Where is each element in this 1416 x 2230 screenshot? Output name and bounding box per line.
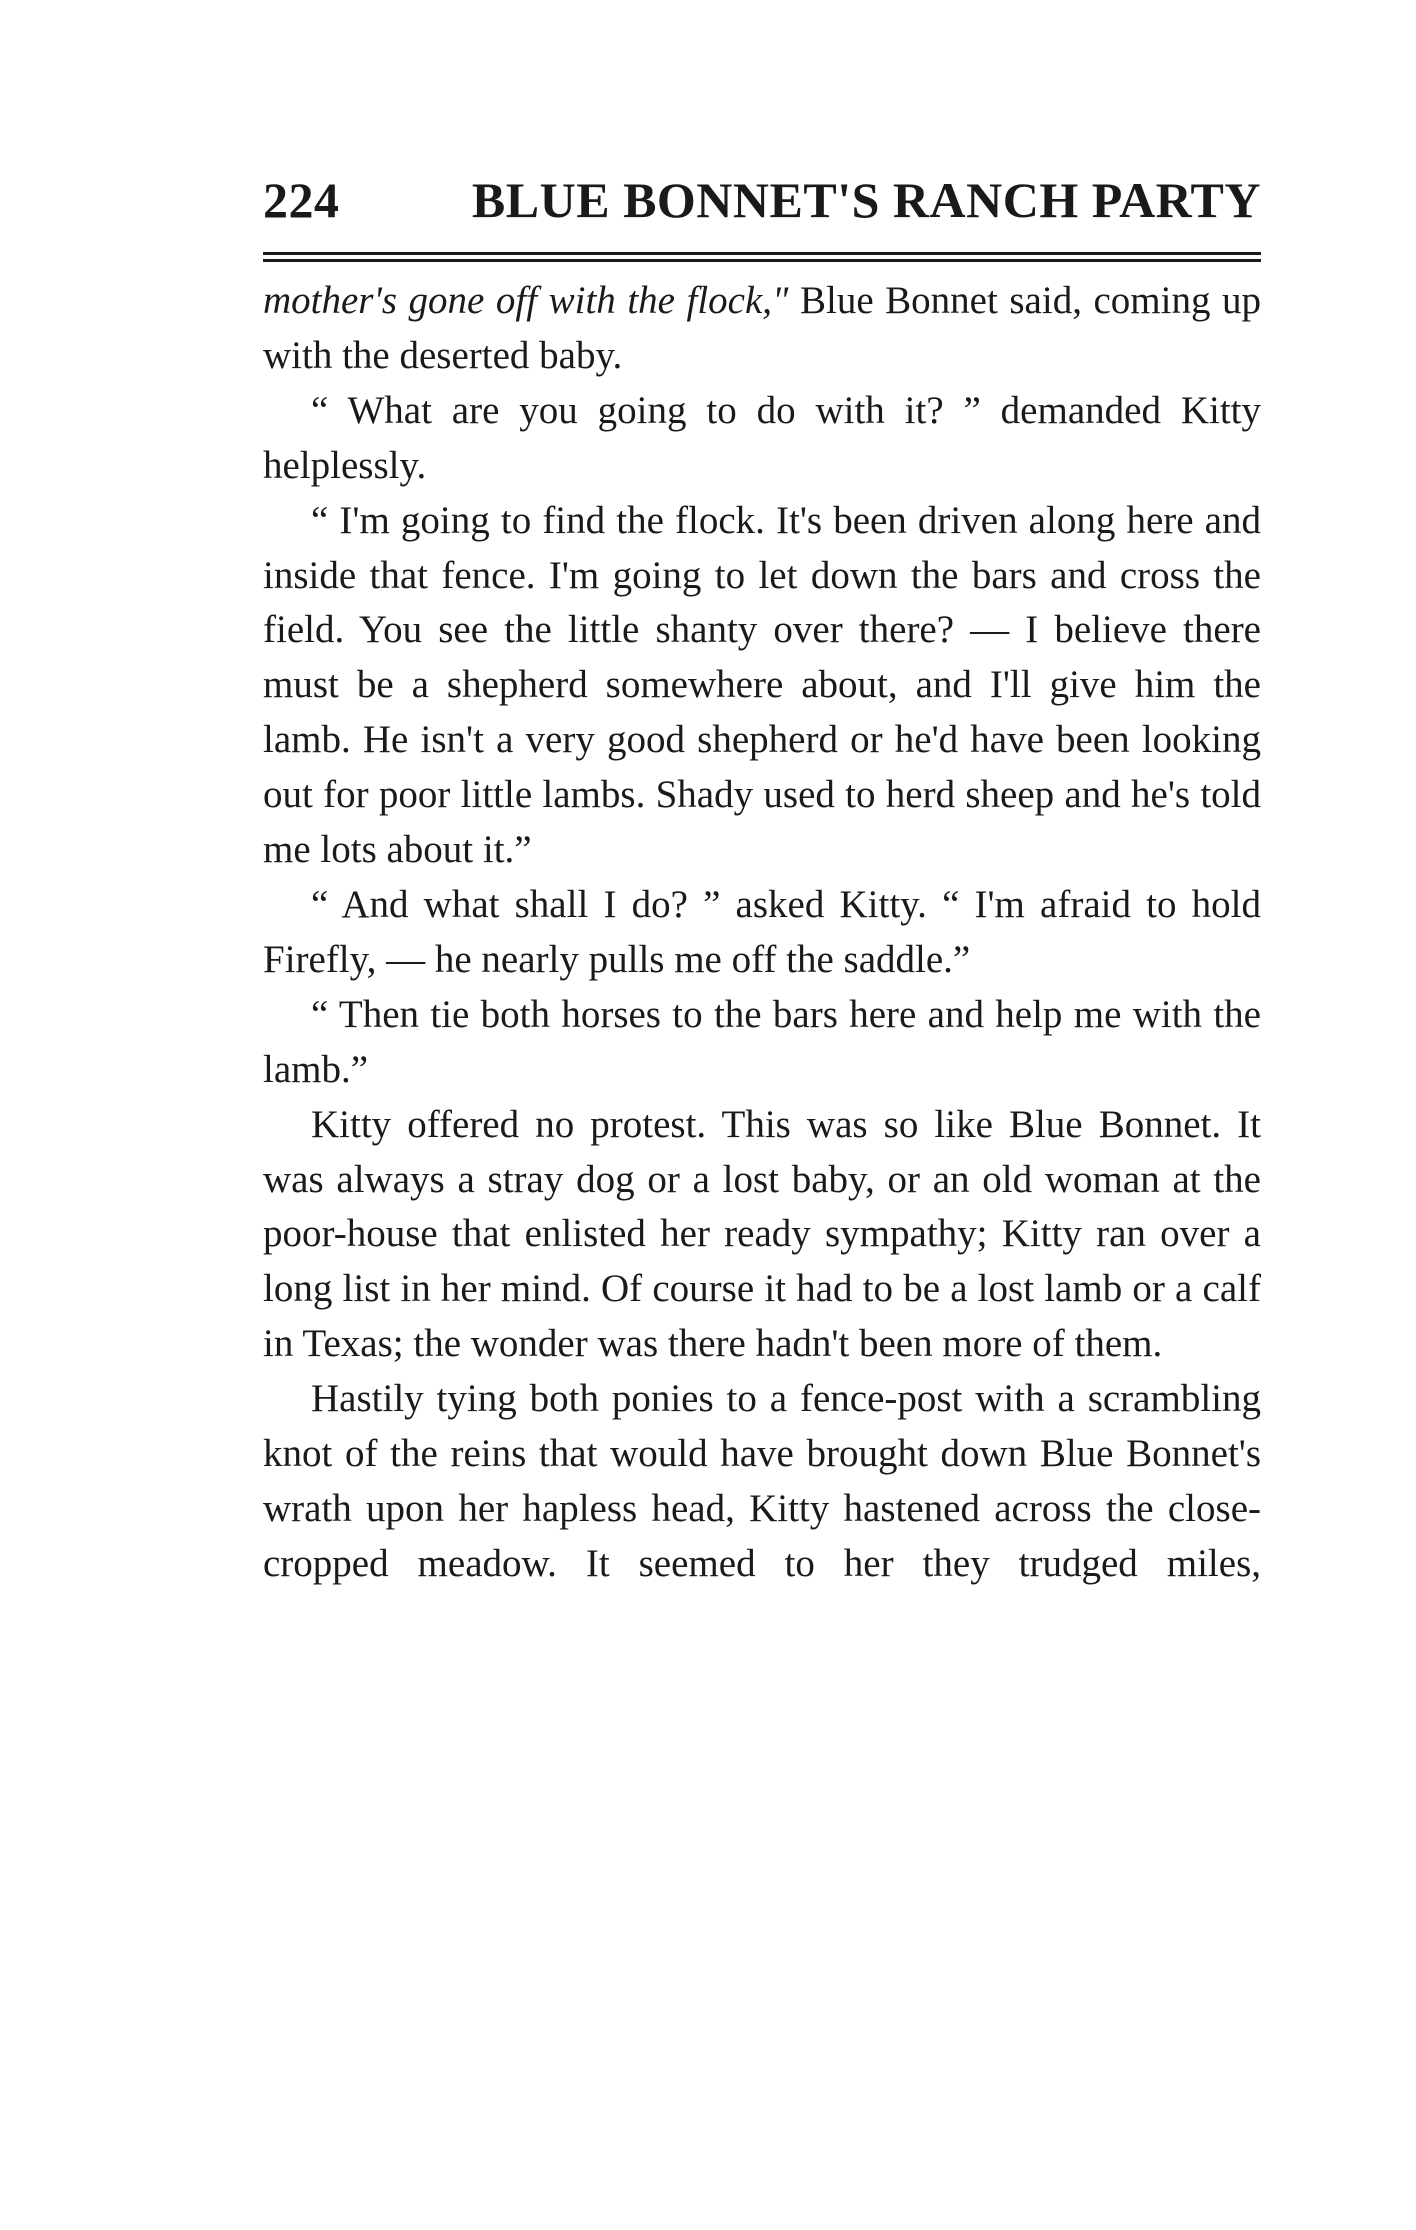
paragraph: “ And what shall I do? ” asked Kitty. “ I'm afraid to hold Firefly, — he nearly pulls me off the saddle.” [263,882,1261,981]
header-double-rule [263,252,1261,262]
book-page [263,170,1261,1592]
paragraph: Hastily tying both ponies to a fence-post with a scrambling knot of the reins that would have brought down Blue Bonnet's wrath upon her hapless head, Kitty hastened across the close-cropped meadow. It seemed to her they trudged miles, [263,1377,1261,1585]
running-title: BLUE BONNET'S RANCH PARTY [471,172,1261,228]
paragraph: “ Then tie both horses to the bars here and help me with the lamb.” [263,992,1261,1091]
paragraph-text: Blue Bonnet said, coming up with the deserted baby. [263,279,1262,377]
paragraph [263,274,1261,384]
page-number: 224 [263,172,340,228]
paragraph: “ I'm going to find the flock. It's been driven along here and inside that fence. I'm going to let down the bars and cross the field. You see the little shanty over there? — I believe there must be a shepherd somewhere about, and I'll give him the lamb. He isn't a very good shepherd or he'd have been looking out for poor little lambs. Shady used to herd sheep and he's told me lots about it.” [263,498,1261,872]
paragraph: Kitty offered no protest. This was so like Blue Bonnet. It was always a stray dog or a lost baby, or an old woman at the poor-house that enlisted her ready sympathy; Kitty ran over a long list in her mind. Of course it had to be a lost lamb or a calf in Texas; the wonder was there hadn't been more of them. [263,1102,1261,1366]
body-text [263,274,1261,1592]
running-header [263,170,1261,230]
italic-fragment: mother's gone off with the flock," [263,279,789,322]
paragraph: “ What are you going to do with it? ” demanded Kitty helplessly. [263,388,1261,487]
